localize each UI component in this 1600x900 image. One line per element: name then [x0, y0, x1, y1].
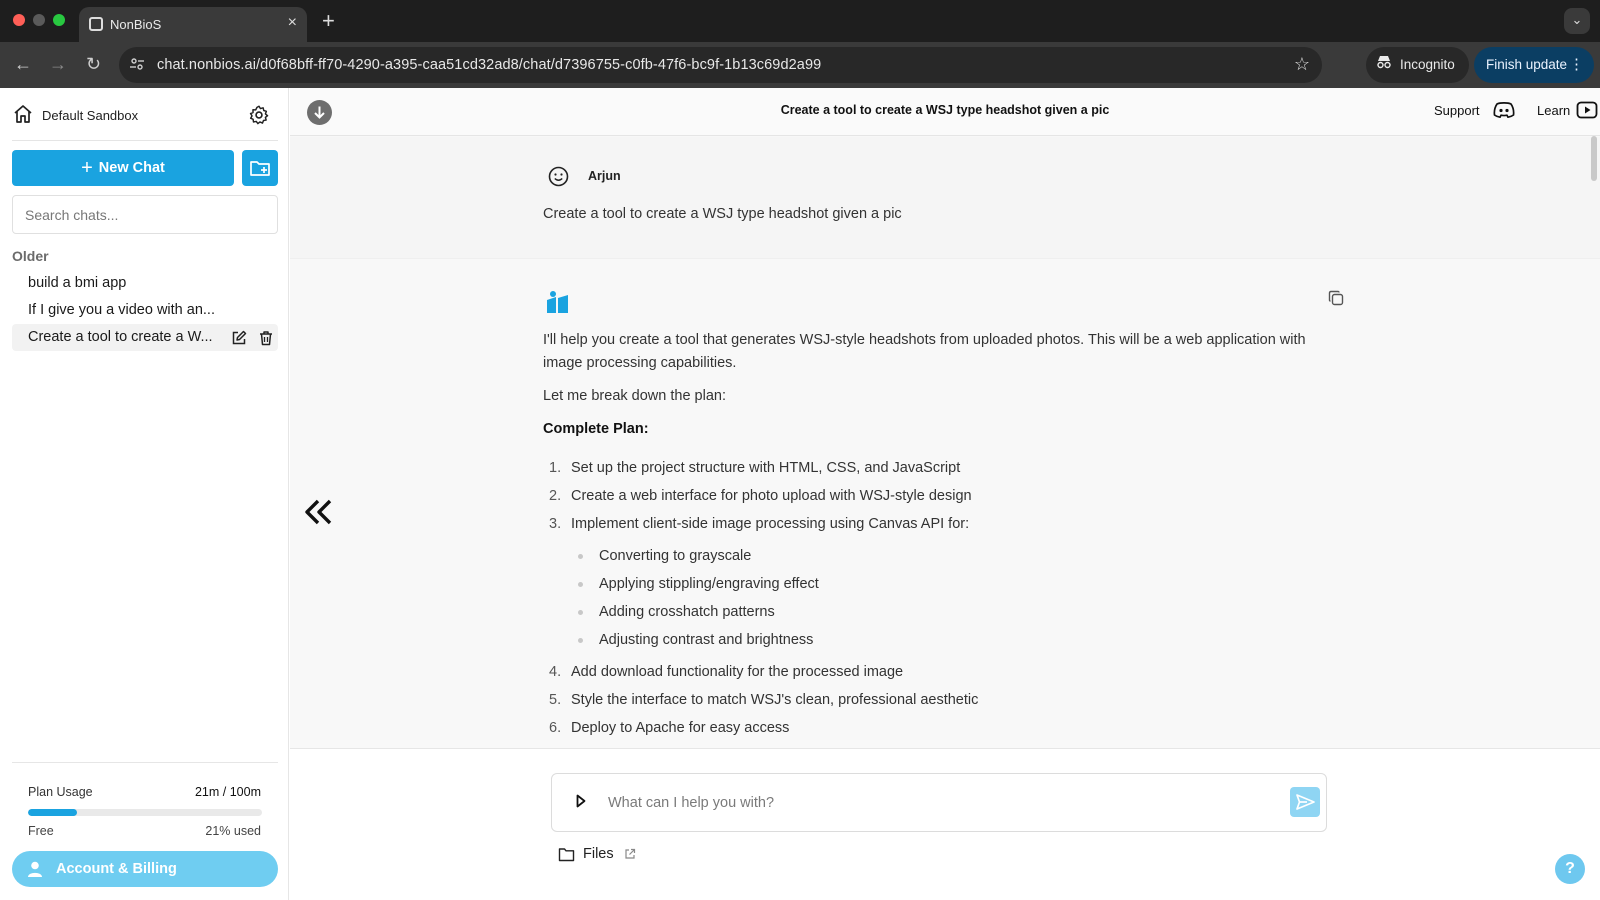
- message-composer: [551, 773, 1327, 832]
- incognito-icon: [1376, 55, 1392, 73]
- plan-steps-list: [543, 658, 1343, 742]
- folder-plus-icon: [242, 150, 278, 186]
- plan-step: 5. Style the interface to match WSJ's clean, professional aesthetic: [549, 692, 979, 708]
- minimize-window-button[interactable]: [33, 14, 45, 26]
- bookmark-star-icon[interactable]: ☆: [1293, 54, 1310, 74]
- kebab-menu-icon: ⋮: [1569, 56, 1584, 73]
- assistant-message: [290, 258, 1600, 748]
- user-name: Arjun: [588, 169, 621, 183]
- assistant-intro: I'll help you create a tool that generates WSJ-style headshots from uploaded photos. This will be a web application with image processing capabilities.: [543, 332, 1306, 371]
- user-message-text: Create a tool to create a WSJ type headshot given a pic: [543, 206, 902, 222]
- plan-step: 4. Add download functionality for the processed image: [549, 664, 904, 680]
- nonbios-favicon-icon: [89, 17, 103, 31]
- user-icon: [26, 860, 44, 878]
- assistant-lead: Let me break down the plan:: [543, 388, 726, 404]
- address-bar[interactable]: [119, 47, 1322, 83]
- smiley-avatar-icon: [548, 166, 569, 187]
- plan-substep: Adding crosshatch patterns: [543, 598, 1343, 626]
- play-caret-icon[interactable]: [576, 794, 586, 808]
- plan-name: Free: [28, 824, 54, 838]
- chat-item-label: Create a tool to create a W...: [28, 329, 213, 345]
- finish-update-label: Finish update: [1486, 57, 1568, 72]
- user-message: [290, 137, 1600, 258]
- plan-usage-value: 21m / 100m: [194, 785, 261, 799]
- plan-usage-label: Plan Usage: [28, 785, 93, 799]
- edit-icon[interactable]: [231, 329, 247, 345]
- collapse-panel-icon[interactable]: [302, 497, 336, 527]
- chat-list-item[interactable]: [12, 297, 278, 324]
- plan-substep: Converting to grayscale: [543, 542, 1343, 570]
- tab-search-button[interactable]: ⌄: [1564, 8, 1590, 34]
- composer-area: [290, 748, 1600, 900]
- message-input[interactable]: [608, 792, 1248, 814]
- chat-list-item[interactable]: [12, 270, 278, 297]
- plan-step: 3. Implement client-side image processing using Canvas API for:: [549, 516, 970, 532]
- chat-list-item-active[interactable]: [12, 324, 278, 351]
- chat-header: [290, 88, 1600, 136]
- account-billing-button[interactable]: [12, 851, 278, 887]
- new-tab-button[interactable]: +: [322, 8, 335, 33]
- plan-used-percent: 21% used: [205, 824, 261, 838]
- account-billing-label: Account & Billing: [56, 861, 177, 877]
- new-folder-button[interactable]: [242, 150, 278, 186]
- plan-heading: Complete Plan:: [543, 421, 649, 437]
- plan-usage-progress-bar: [28, 809, 262, 816]
- new-chat-button[interactable]: [12, 150, 234, 186]
- site-settings-icon[interactable]: [129, 56, 145, 72]
- support-link[interactable]: Support: [1434, 103, 1480, 118]
- plan-substeps-list: [543, 542, 1343, 654]
- browser-tab[interactable]: [79, 7, 307, 42]
- folder-icon: [558, 847, 575, 862]
- plus-icon: +: [81, 157, 93, 179]
- discord-icon[interactable]: [1493, 100, 1515, 120]
- settings-gear-icon[interactable]: [248, 104, 270, 126]
- copy-icon[interactable]: [1328, 290, 1344, 306]
- tab-close-icon[interactable]: ×: [287, 14, 297, 31]
- sidebar: [0, 88, 289, 900]
- help-button[interactable]: ?: [1555, 854, 1585, 884]
- browser-tab-bar: [0, 0, 1600, 42]
- finish-update-button[interactable]: [1474, 47, 1594, 83]
- chat-item-label: If I give you a video with an...: [28, 302, 215, 318]
- chat-title: Create a tool to create a WSJ type headshot given a pic: [780, 103, 1110, 117]
- assistant-message-body: [543, 329, 1343, 742]
- chat-main: [290, 88, 1600, 900]
- divider: [12, 140, 278, 141]
- send-icon: [1290, 787, 1320, 817]
- learn-link[interactable]: Learn: [1537, 103, 1571, 118]
- plan-usage-progress-fill: [28, 809, 77, 816]
- plan-step: 2. Create a web interface for photo upload with WSJ-style design: [549, 488, 972, 504]
- nonbios-logo-icon: [545, 290, 570, 315]
- close-window-button[interactable]: [13, 14, 25, 26]
- plan-substep: Applying stippling/engraving effect: [543, 570, 1343, 598]
- reload-button[interactable]: ↻: [86, 54, 102, 74]
- chat-item-label: build a bmi app: [28, 275, 127, 291]
- maximize-window-button[interactable]: [53, 14, 65, 26]
- plan-step: 1. Set up the project structure with HTML, CSS, and JavaScript: [549, 460, 961, 476]
- external-link-icon: [624, 848, 636, 860]
- search-chats-input[interactable]: [12, 195, 278, 234]
- back-button[interactable]: ←: [14, 54, 32, 74]
- sidebar-header: [0, 88, 289, 140]
- trash-icon[interactable]: [258, 329, 274, 345]
- workspace-title: Default Sandbox: [42, 108, 139, 123]
- forward-button[interactable]: →: [49, 54, 67, 74]
- divider: [12, 762, 278, 763]
- browser-toolbar: [0, 42, 1600, 88]
- url-text: chat.nonbios.ai/d0f68bff-ff70-4290-a395-caa51cd32ad8/chat/d7396755-c0fb-47f6-bc9f-1b13c69d2a99: [157, 57, 822, 73]
- incognito-label: Incognito: [1400, 57, 1455, 72]
- files-label: Files: [583, 846, 614, 862]
- send-button[interactable]: [1290, 787, 1320, 817]
- new-chat-label: New Chat: [98, 160, 165, 176]
- video-play-icon[interactable]: [1576, 100, 1598, 120]
- scrollbar-thumb[interactable]: [1591, 136, 1597, 181]
- home-icon[interactable]: [13, 104, 33, 124]
- incognito-badge[interactable]: [1366, 47, 1469, 83]
- plan-substep: Adjusting contrast and brightness: [543, 626, 1343, 654]
- app: [0, 88, 1600, 900]
- tab-title: NonBioS: [110, 17, 162, 32]
- plan-steps-list: [543, 454, 1343, 538]
- plan-step: 6. Deploy to Apache for easy access: [549, 720, 790, 736]
- section-label-older: Older: [12, 248, 49, 264]
